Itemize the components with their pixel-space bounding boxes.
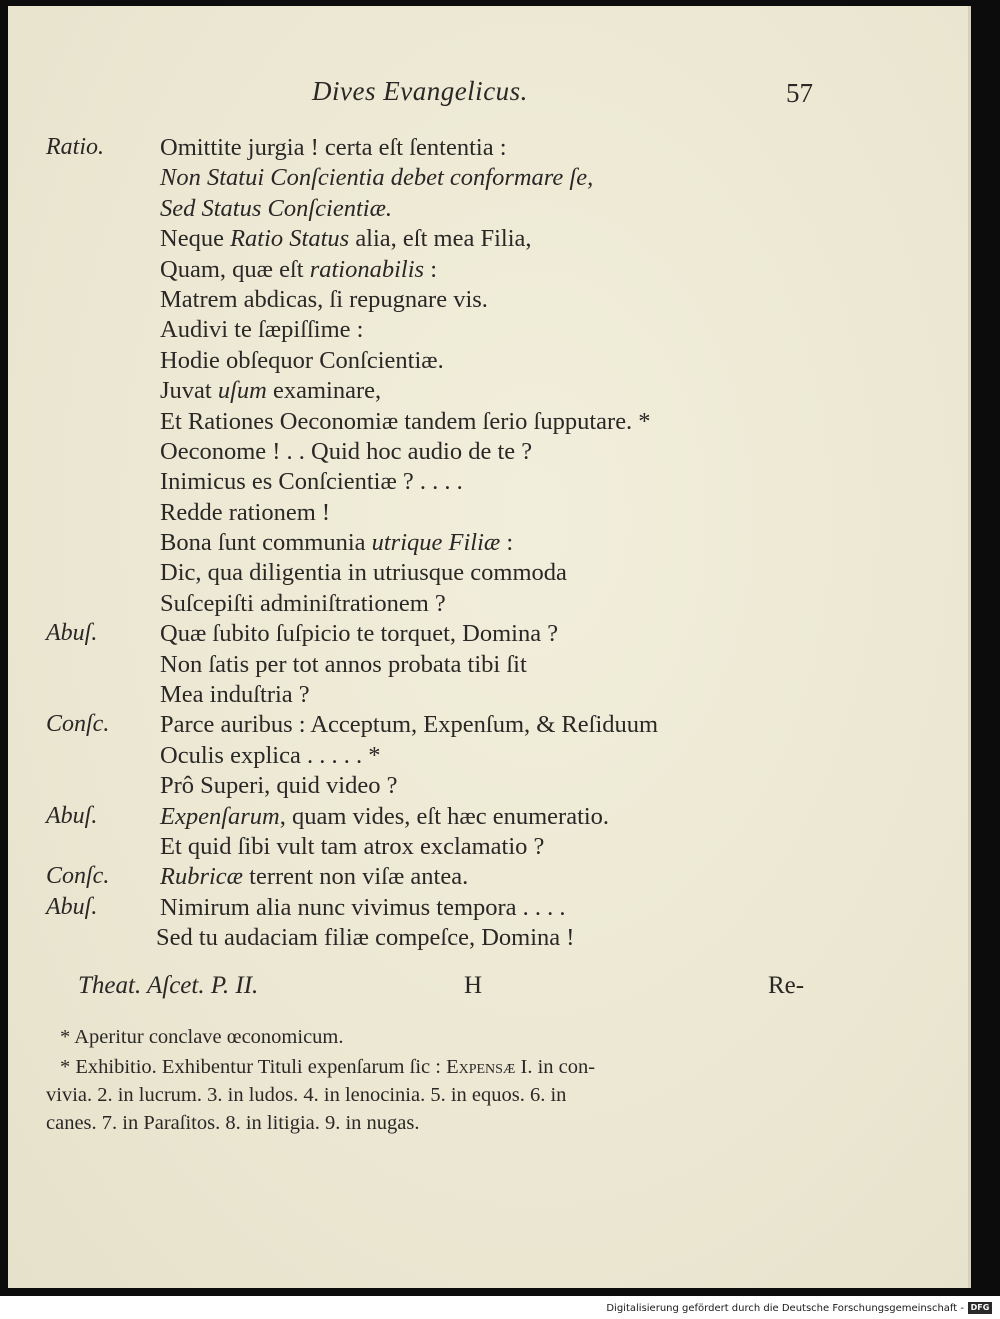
verse-line [0, 347, 1000, 377]
roman-text: Omittite jurgia ! certa eſt ſententia : [160, 134, 507, 161]
verse-line [0, 195, 1000, 225]
verse-text [160, 620, 558, 648]
verse-text [156, 924, 574, 952]
footnote-2-line-2: vivia. 2. in lucrum. 3. in ludos. 4. in lenocinia. 5. in equos. 6. in [46, 1084, 567, 1106]
verse-line [0, 681, 1000, 711]
verse-line [0, 803, 1000, 833]
roman-text: Hodie obſequor Conſcientiæ. [160, 346, 444, 374]
italic-text: Sed Status Conſcientiæ. [160, 194, 393, 222]
verse-line [0, 286, 1000, 316]
verse-line [0, 559, 1000, 589]
verse-text [160, 347, 444, 375]
roman-text: : [424, 255, 438, 283]
verse-line [0, 529, 1000, 559]
footnote-2-smallcaps: Expensæ [446, 1056, 516, 1078]
roman-text: Bona ſunt communia [160, 529, 372, 557]
roman-text: , quam vides, eſt hæc enumeratio. [279, 802, 610, 830]
italic-text: Rubricæ [160, 863, 244, 891]
roman-text: Suſcepiſti adminiſtrationem ? [160, 589, 446, 617]
dfg-logo: DFG [968, 1302, 992, 1314]
italic-text: uſum [217, 377, 267, 405]
roman-text: Neque [160, 225, 231, 253]
italic-text: Non Statui Conſcientia debet conformare ſe, [160, 164, 594, 192]
roman-text: terrent non viſæ antea. [243, 863, 469, 891]
verse-line [0, 499, 1000, 529]
roman-text: Inimicus es Conſcientiæ ? . . . . [160, 468, 463, 496]
verse-text [160, 559, 567, 587]
verse-text [160, 529, 513, 557]
roman-text: Oculis explica . . . . . * [160, 741, 381, 769]
verse-text [160, 833, 544, 861]
catchline [0, 972, 1000, 1006]
verse-line [0, 256, 1000, 286]
page-header-title: Dives Evangelicus. [312, 76, 528, 106]
footnote-2-text-a: * Exhibitio. Exhibentur Tituli expenſarum ſic : [60, 1056, 447, 1078]
verse-text [160, 651, 527, 679]
verse-line [0, 833, 1000, 863]
verse-line [0, 742, 1000, 772]
verse-text [160, 772, 398, 800]
roman-text: Non ſatis per tot annos probata tibi ſit [160, 650, 527, 678]
verse-text [160, 742, 380, 770]
verse-text [160, 590, 446, 618]
signature-mark: Theat. Aſcet. P. II. [78, 972, 259, 999]
speaker-label: Abuſ. [46, 893, 98, 920]
verse-line [0, 711, 1000, 741]
verse-text [160, 408, 651, 436]
gathering-letter: H [464, 972, 483, 999]
running-head [0, 76, 1000, 116]
verse-text [160, 803, 609, 831]
roman-text: Prô Superi, quid video ? [160, 772, 398, 800]
roman-text: Sed tu audaciam filiæ compeſce, Domina ! [156, 924, 575, 952]
digitization-credit: Digitalisierung gefördert durch die Deutsche Forschungsgemeinschaft - [606, 1303, 964, 1314]
verse-text [160, 377, 381, 405]
roman-text: Et quid ſibi vult tam atrox exclamatio ? [160, 832, 545, 860]
verse-line [0, 894, 1000, 924]
verse-line [0, 651, 1000, 681]
roman-text: Juvat [160, 377, 218, 405]
roman-text: Quam, quæ eſt [160, 255, 310, 283]
speaker-label: Ratio. [46, 134, 104, 160]
italic-text: utrique Filiæ [371, 529, 501, 557]
roman-text: alia, eſt mea Filia, [349, 225, 532, 253]
verse-text [160, 256, 437, 284]
speaker-label: Abuſ. [46, 802, 98, 829]
verse-line [0, 863, 1000, 893]
roman-text: Parce auribus : Acceptum, Expenſum, & Reſiduum [160, 711, 659, 739]
speaker-label: Conſc. [46, 863, 110, 890]
verse-text [160, 316, 363, 344]
verse-line [0, 438, 1000, 468]
italic-text: Ratio Status [230, 225, 350, 253]
roman-text: examinare, [266, 377, 382, 405]
italic-text: rationabilis [309, 255, 425, 283]
footnote-1: * Aperitur conclave œconomicum. [60, 1026, 344, 1048]
verse-line [0, 225, 1000, 255]
roman-text: Dic, qua diligentia in utriusque commoda [160, 559, 567, 587]
roman-text: : [500, 529, 514, 557]
verse-text [160, 195, 392, 223]
verse-text [160, 894, 566, 922]
verse-line [0, 377, 1000, 407]
roman-text: Redde rationem ! [160, 498, 331, 526]
speaker-label: Conſc. [46, 711, 110, 738]
catchword: Re- [768, 972, 805, 999]
roman-text: Matrem abdicas, ſi repugnare vis. [160, 285, 488, 313]
verse-text [160, 286, 488, 314]
verse-line [0, 590, 1000, 620]
footnote-2-text-b: I. in con- [515, 1056, 596, 1078]
verse-line [0, 468, 1000, 498]
roman-text: Oeconome ! . . Quid hoc audio de te ? [160, 437, 533, 465]
verse-text [160, 499, 330, 527]
roman-text: Quæ ſubito ſuſpicio te torquet, Domina ? [160, 620, 559, 648]
roman-text: Audivi te ſæpiſſime : [160, 316, 364, 344]
verse-text [160, 468, 463, 496]
italic-text: Expenſarum [160, 802, 280, 830]
verse-line [0, 164, 1000, 194]
roman-text: Nimirum alia nunc vivimus tempora . . . . [160, 893, 566, 921]
footnote-2-line-1 [60, 1056, 595, 1079]
speaker-label: Abuſ. [46, 620, 98, 647]
verse-line [0, 620, 1000, 650]
verse-text [160, 681, 310, 709]
verse-text [160, 134, 507, 162]
verse-text [160, 164, 593, 192]
verse-text [160, 711, 658, 739]
roman-text: Et Rationes Oeconomiæ tandem ſerio ſupputare. * [160, 407, 651, 435]
verse-line [0, 134, 1000, 164]
verse-line [0, 772, 1000, 802]
verse-line [0, 924, 1000, 954]
page-number: 57 [786, 78, 813, 108]
footnote-2-line-3: canes. 7. in Paraſitos. 8. in litigia. 9. in nugas. [46, 1112, 420, 1134]
verse-line [0, 408, 1000, 438]
roman-text: Mea induſtria ? [160, 681, 310, 709]
verse-text [160, 863, 468, 891]
verse-text [160, 438, 532, 466]
verse-line [0, 316, 1000, 346]
dialogue-text [0, 134, 1000, 955]
verse-text [160, 225, 532, 253]
